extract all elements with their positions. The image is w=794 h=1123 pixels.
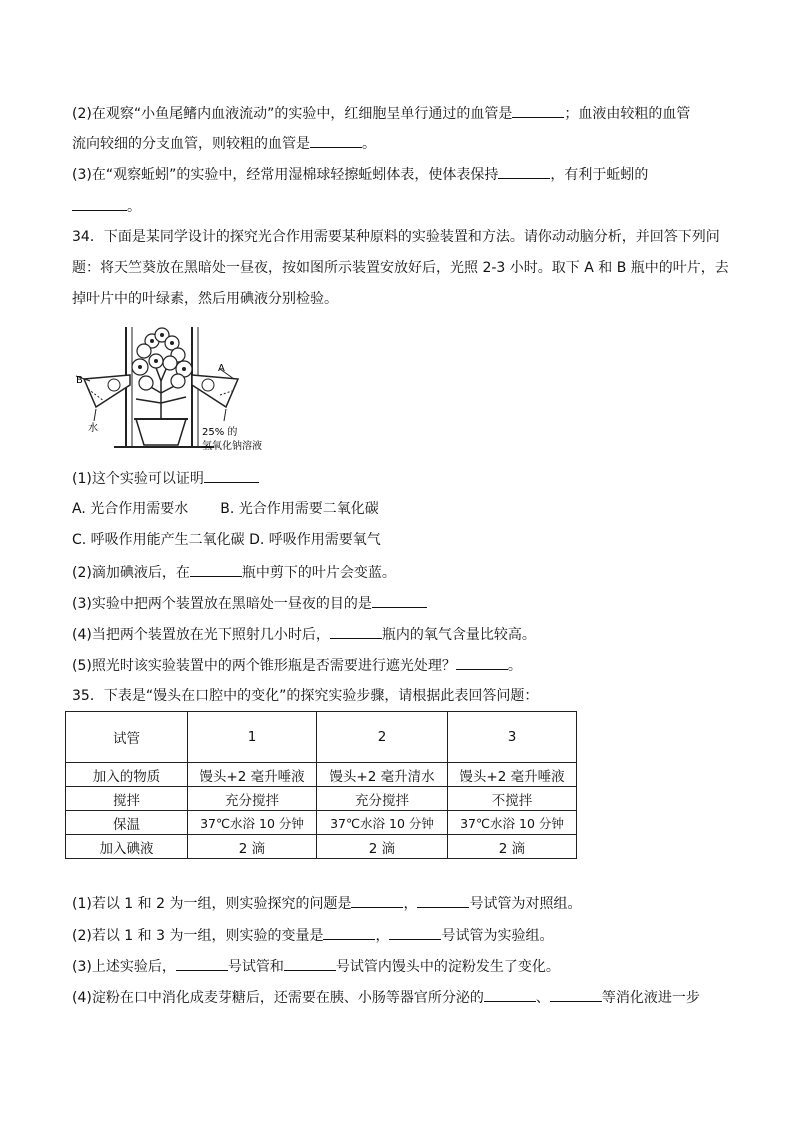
table-cell: 试管 xyxy=(66,712,188,763)
q34-intro-1: 34．下面是某同学设计的探究光合作用需要某种原料的实验装置和方法。请你动动脑分析，并回答下列问 xyxy=(72,229,720,245)
table-cell: 充分搅拌 xyxy=(188,787,317,811)
table-cell: 加入的物质 xyxy=(66,763,188,787)
answer-blank[interactable] xyxy=(417,893,469,908)
table-cell: 2 滴 xyxy=(317,835,448,859)
q34-sub-4 xyxy=(72,624,536,645)
table-cell: 搅拌 xyxy=(66,787,188,811)
table-cell: 保温 xyxy=(66,811,188,835)
q34-options-cd: C. 呼吸作用能产生二氧化碳 D. 呼吸作用需要氧气 xyxy=(72,532,381,548)
answer-blank[interactable] xyxy=(284,956,336,971)
table-cell: 不搅拌 xyxy=(448,787,577,811)
table-cell: 馒头+2 毫升清水 xyxy=(317,763,448,787)
q35-text: 、 xyxy=(535,990,550,1006)
answer-blank[interactable] xyxy=(176,956,228,971)
label-a: A xyxy=(218,363,225,374)
q35-text: 号试管为对照组。 xyxy=(469,896,582,912)
table-cell: 馒头+2 毫升唾液 xyxy=(448,763,577,787)
answer-blank[interactable] xyxy=(389,925,441,940)
q33-line-2 xyxy=(72,103,690,124)
answer-blank[interactable] xyxy=(323,925,375,940)
answer-blank[interactable] xyxy=(498,164,550,179)
label-naoh-1: 25% 的 xyxy=(202,427,238,438)
answer-blank[interactable] xyxy=(484,987,536,1002)
q35-sub-2 xyxy=(72,925,553,946)
table-cell: 37℃水浴 10 分钟 xyxy=(317,811,448,835)
table-cell: 充分搅拌 xyxy=(317,787,448,811)
q34-sub-5 xyxy=(72,655,522,676)
q34-intro-3: 掉叶片中的叶绿素，然后用碘液分别检验。 xyxy=(72,291,338,307)
table-cell: 2 滴 xyxy=(448,835,577,859)
table-row xyxy=(66,763,577,787)
table-header-row xyxy=(66,712,577,763)
q33-text: 流向较细的分支血管，则较粗的血管是 xyxy=(72,136,310,152)
q35-text: 号试管内馒头中的淀粉发生了变化。 xyxy=(335,959,560,975)
table-row xyxy=(66,811,577,835)
label-b: B xyxy=(76,375,83,386)
q33-line-5 xyxy=(72,196,141,217)
q33-text: 。 xyxy=(127,199,141,215)
option-a: A. 光合作用需要水 xyxy=(72,501,189,517)
q34-text: (5)照光时该实验装置中的两个锥形瓶是否需要进行遮光处理？ xyxy=(72,658,456,674)
q34-sub-3 xyxy=(72,593,427,614)
q34-text: (2)滴加碘液后，在 xyxy=(72,565,190,581)
q35-text: (4)淀粉在口中消化成麦芽糖后，还需要在胰、小肠等器官所分泌的 xyxy=(72,990,484,1006)
q33-text: (3)在“观察蚯蚓”的实验中，经常用湿棉球轻擦蚯蚓体表，使体表保持 xyxy=(72,167,499,183)
answer-blank[interactable] xyxy=(512,103,564,118)
q35-text: ， xyxy=(403,896,418,912)
table-cell: 2 滴 xyxy=(188,835,317,859)
table-cell: 2 xyxy=(317,712,448,763)
answer-blank[interactable] xyxy=(190,562,242,577)
table-cell: 37℃水浴 10 分钟 xyxy=(188,811,317,835)
plant-apparatus-illustration xyxy=(74,321,274,459)
q34-sub-1 xyxy=(72,468,259,489)
answer-blank[interactable] xyxy=(330,624,382,639)
experiment-table xyxy=(65,711,577,859)
label-naoh-2: 氢氧化钠溶液 xyxy=(202,441,262,452)
answer-blank[interactable] xyxy=(204,468,259,483)
answer-blank[interactable] xyxy=(456,655,508,670)
q35-text: (2)若以 1 和 3 为一组，则实验的变量是 xyxy=(72,928,324,944)
table-cell: 37℃水浴 10 分钟 xyxy=(448,811,577,835)
answer-blank[interactable] xyxy=(372,593,427,608)
q35-intro: 35．下表是“馒头在口腔中的变化”的探究实验步骤，请根据此表回答问题： xyxy=(72,688,539,704)
q35-text: ， xyxy=(375,928,390,944)
table-cell: 馒头+2 毫升唾液 xyxy=(188,763,317,787)
q35-sub-4 xyxy=(72,987,700,1008)
q34-text: 瓶内的氧气含量比较高。 xyxy=(381,627,536,643)
answer-blank[interactable] xyxy=(550,987,602,1002)
answer-blank[interactable] xyxy=(351,893,403,908)
q35-text: (1)若以 1 和 2 为一组，则实验探究的问题是 xyxy=(72,896,352,912)
q34-text: 。 xyxy=(507,658,522,674)
q35-text: 等消化液进一步 xyxy=(601,990,700,1006)
q33-text: ，有利于蚯蚓的 xyxy=(550,167,649,183)
answer-blank[interactable] xyxy=(72,196,127,211)
q34-intro-2: 题：将天竺葵放在黑暗处一昼夜，按如图所示装置安放好后，光照 2-3 小时。取下 A 和 B 瓶中的叶片，去 xyxy=(72,260,729,276)
q35-sub-3 xyxy=(72,956,560,977)
q35-sub-1 xyxy=(72,893,581,914)
q34-options-ab xyxy=(72,499,379,519)
q34-sub-2 xyxy=(72,562,396,583)
experiment-figure xyxy=(74,321,274,459)
q33-text: 。 xyxy=(362,136,376,152)
table-cell: 加入碘液 xyxy=(66,835,188,859)
q33-line-4 xyxy=(72,164,648,185)
answer-blank[interactable] xyxy=(310,133,362,148)
q33-text: (2)在观察“小鱼尾鳍内血液流动”的实验中，红细胞呈单行通过的血管是 xyxy=(72,106,513,122)
q34-text: (1)这个实验可以证明 xyxy=(72,471,204,487)
q34-text: 瓶中剪下的叶片会变蓝。 xyxy=(241,565,396,581)
label-water: 水 xyxy=(88,423,98,434)
q35-text: 号试管为实验组。 xyxy=(441,928,554,944)
table-cell: 3 xyxy=(448,712,577,763)
table-cell: 1 xyxy=(188,712,317,763)
q35-text: (3)上述实验后， xyxy=(72,959,176,975)
table-row xyxy=(66,787,577,811)
option-b: B. 光合作用需要二氧化碳 xyxy=(220,501,379,517)
q34-text: (3)实验中把两个装置放在黑暗处一昼夜的目的是 xyxy=(72,596,372,612)
q35-text: 号试管和 xyxy=(227,959,284,975)
q33-line-3 xyxy=(72,133,376,154)
q34-text: (4)当把两个装置放在光下照射几小时后， xyxy=(72,627,330,643)
table-row xyxy=(66,835,577,859)
q33-text: ；血液由较粗的血管 xyxy=(564,106,691,122)
